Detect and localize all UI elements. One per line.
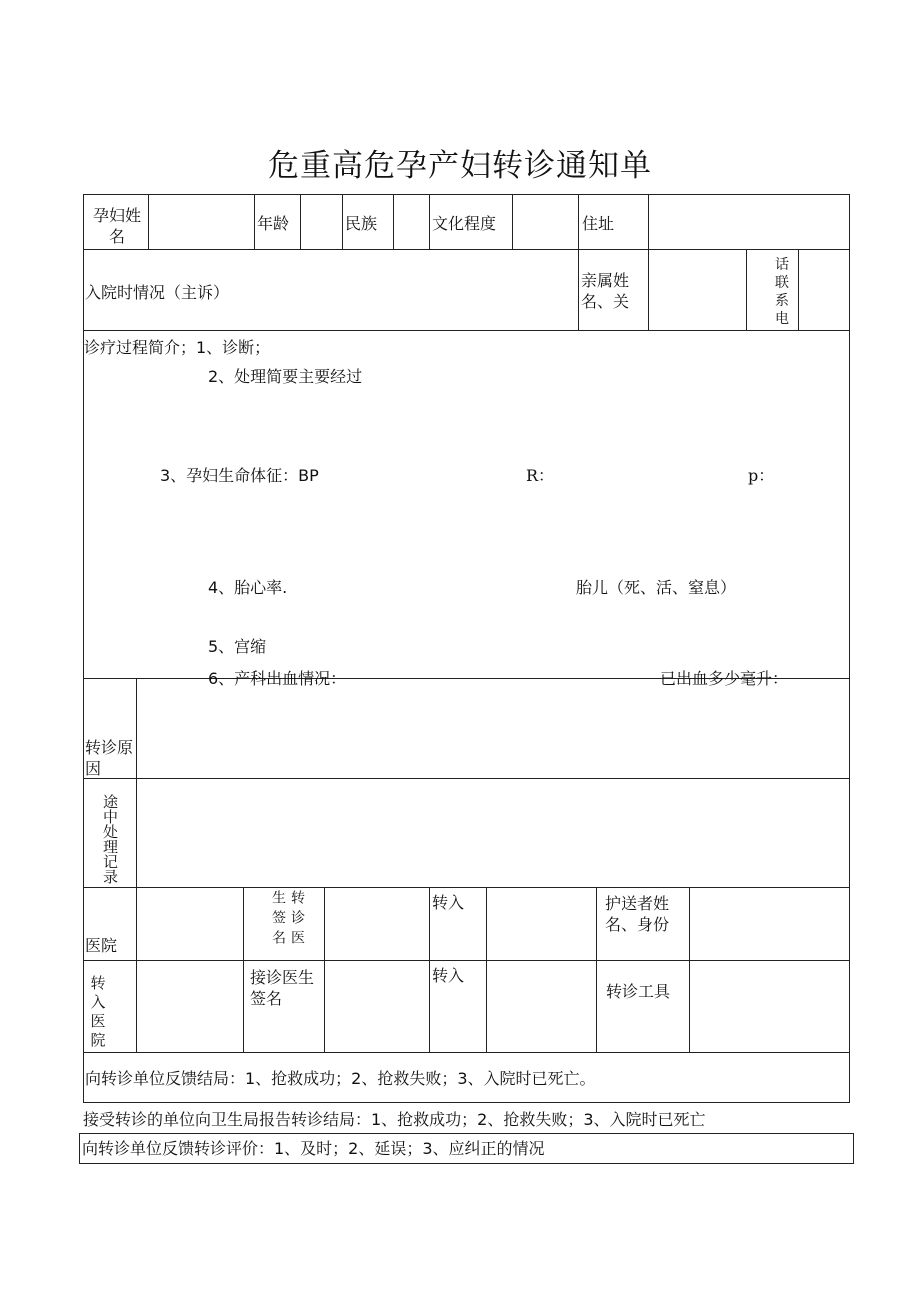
admission-field[interactable] (84, 250, 577, 329)
phone-field[interactable] (799, 250, 848, 329)
out-hospital-label: 医院 (85, 936, 118, 955)
education-label: 文化程度 (432, 214, 497, 233)
process-item-6-right: 已出血多少毫升： (660, 669, 789, 688)
process-item-4: 4、胎心率. (208, 578, 288, 597)
age-field[interactable] (301, 195, 341, 248)
education-field[interactable] (513, 195, 577, 248)
in-hospital-field[interactable] (137, 961, 242, 1051)
in-transfer-in-field[interactable] (487, 961, 595, 1051)
out-hospital-field[interactable] (137, 888, 242, 959)
process-section[interactable] (84, 331, 849, 688)
relative-field[interactable] (649, 250, 745, 329)
process-item-6: 6、产科出血情况： (208, 669, 347, 688)
process-item-3: 3、孕妇生命体征：BP (160, 466, 319, 485)
receiving-doctor-label: 接诊医生签名 (250, 968, 315, 1008)
feedback-result-row: 向转诊单位反馈结局：1、抢救成功；2、抢救失败；3、入院时已死亡。 (85, 1069, 596, 1088)
doctor-sign-label-text: 转诊医生签名 (270, 890, 305, 950)
process-item-5: 5、宫缩 (208, 637, 267, 656)
reason-field[interactable] (137, 679, 848, 777)
enroute-label (90, 794, 130, 884)
name-label: 孕妇姓名 (92, 206, 141, 246)
doctor-sign-field[interactable] (325, 888, 428, 959)
enroute-label-text (90, 794, 130, 884)
transfer-tool-label: 转诊工具 (606, 982, 671, 1001)
receiving-doctor-field[interactable] (325, 961, 428, 1051)
process-item-3-p: p： (748, 466, 775, 485)
process-fetus: 胎儿（死、活、窒息） (576, 578, 737, 597)
transfer-tool-field[interactable] (690, 961, 848, 1051)
report-result-row: 接受转诊的单位向卫生局报告转诊结局：1、抢救成功；2、抢救失败；3、入院时已死亡 (83, 1110, 706, 1129)
age-label: 年龄 (257, 214, 290, 233)
enroute-label-visual: 途中处理记录 (101, 794, 119, 884)
address-label: 住址 (582, 214, 615, 233)
in-transfer-in-label: 转入 (432, 966, 465, 985)
out-transfer-in-label: 转入 (432, 893, 465, 912)
process-item-3-r: R： (526, 466, 555, 485)
name-field[interactable] (149, 195, 253, 248)
reason-label: 转诊原因 (85, 738, 134, 778)
feedback-eval-row: 向转诊单位反馈转诊评价：1、及时；2、延误；3、应纠正的情况 (82, 1139, 545, 1158)
admission-label: 入院时情况（主诉） (85, 283, 230, 302)
process-item-2: 2、处理简要主要经过 (208, 367, 363, 386)
escort-label: 护送者姓名、身份 (605, 894, 670, 934)
form-title: 危重高危孕产妇转诊通知单 (268, 148, 652, 184)
doctor-sign-label (268, 890, 306, 952)
ethnicity-label: 民族 (345, 214, 378, 233)
out-transfer-in-field[interactable] (487, 888, 595, 959)
ethnicity-field[interactable] (394, 195, 428, 248)
phone-label: 话联系电 (775, 257, 789, 327)
enroute-field[interactable] (137, 779, 848, 886)
process-intro: 诊疗过程简介；1、诊断； (84, 338, 271, 357)
relative-label: 亲属姓名、关 (581, 271, 630, 311)
escort-field[interactable] (690, 888, 848, 959)
address-field[interactable] (649, 195, 848, 248)
in-hospital-label: 转入医院 (90, 974, 106, 1049)
